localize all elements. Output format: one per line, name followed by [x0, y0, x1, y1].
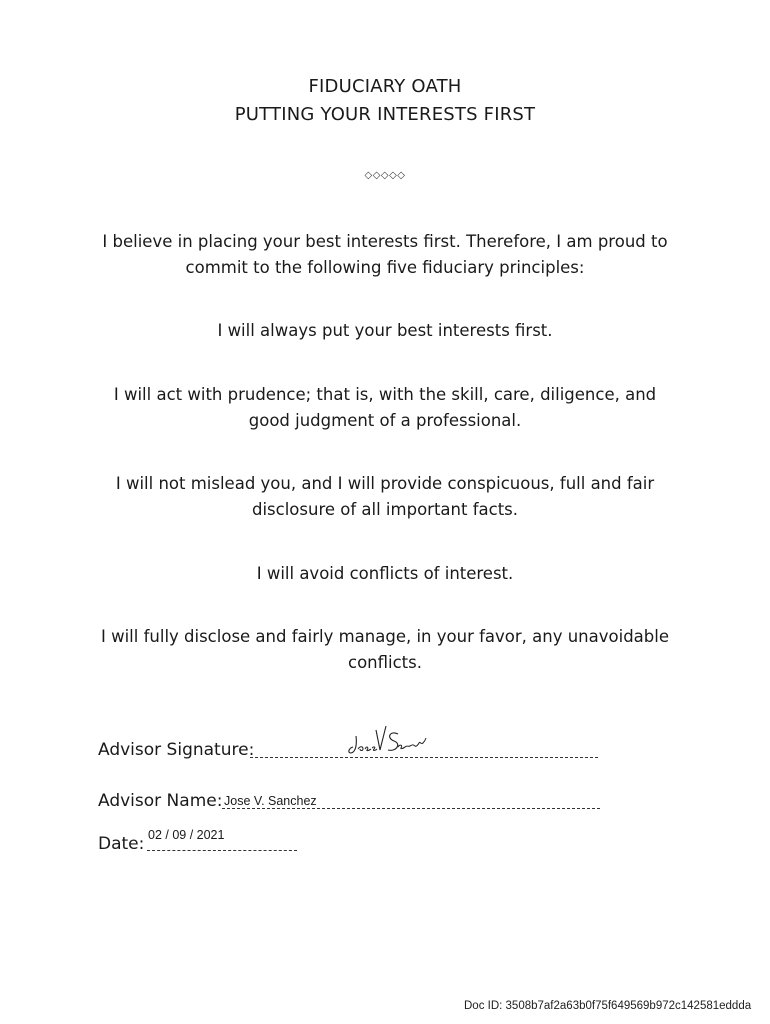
advisor-name-field[interactable]: [222, 808, 600, 809]
principle-3: I will not mislead you, and I will provide conspicuous, full and fair disclosure of all important facts.: [115, 474, 655, 519]
principle-2: I will act with prudence; that is, with the skill, care, diligence, and good judgment of a professional.: [113, 385, 657, 430]
principle-1: I will always put your best interests first.: [217, 321, 553, 340]
date-value: 02 / 09 / 2021: [148, 828, 225, 842]
date-label: Date:: [98, 834, 145, 854]
diamond-ornament-icon: ◇◇◇◇◇: [364, 170, 406, 181]
intro-paragraph: I believe in placing your best interests first. Therefore, I am proud to commit to the following five fiduciary principles:: [102, 232, 668, 277]
principle-4: I will avoid conflicts of interest.: [256, 564, 514, 583]
handwritten-signature: [346, 722, 430, 758]
document-id: Doc ID: 3508b7af2a63b0f75f649569b972c142581eddda: [464, 1000, 752, 1012]
signature-label: Advisor Signature:: [98, 740, 255, 760]
advisor-name-value: Jose V. Sanchez: [224, 794, 317, 808]
advisor-name-label: Advisor Name:: [98, 791, 223, 811]
document-subtitle: PUTTING YOUR INTERESTS FIRST: [234, 104, 536, 125]
date-field[interactable]: [147, 850, 297, 851]
principle-5: I will fully disclose and fairly manage, in your favor, any unavoidable conflicts.: [100, 627, 669, 672]
document-title: FIDUCIARY OATH: [308, 76, 462, 97]
